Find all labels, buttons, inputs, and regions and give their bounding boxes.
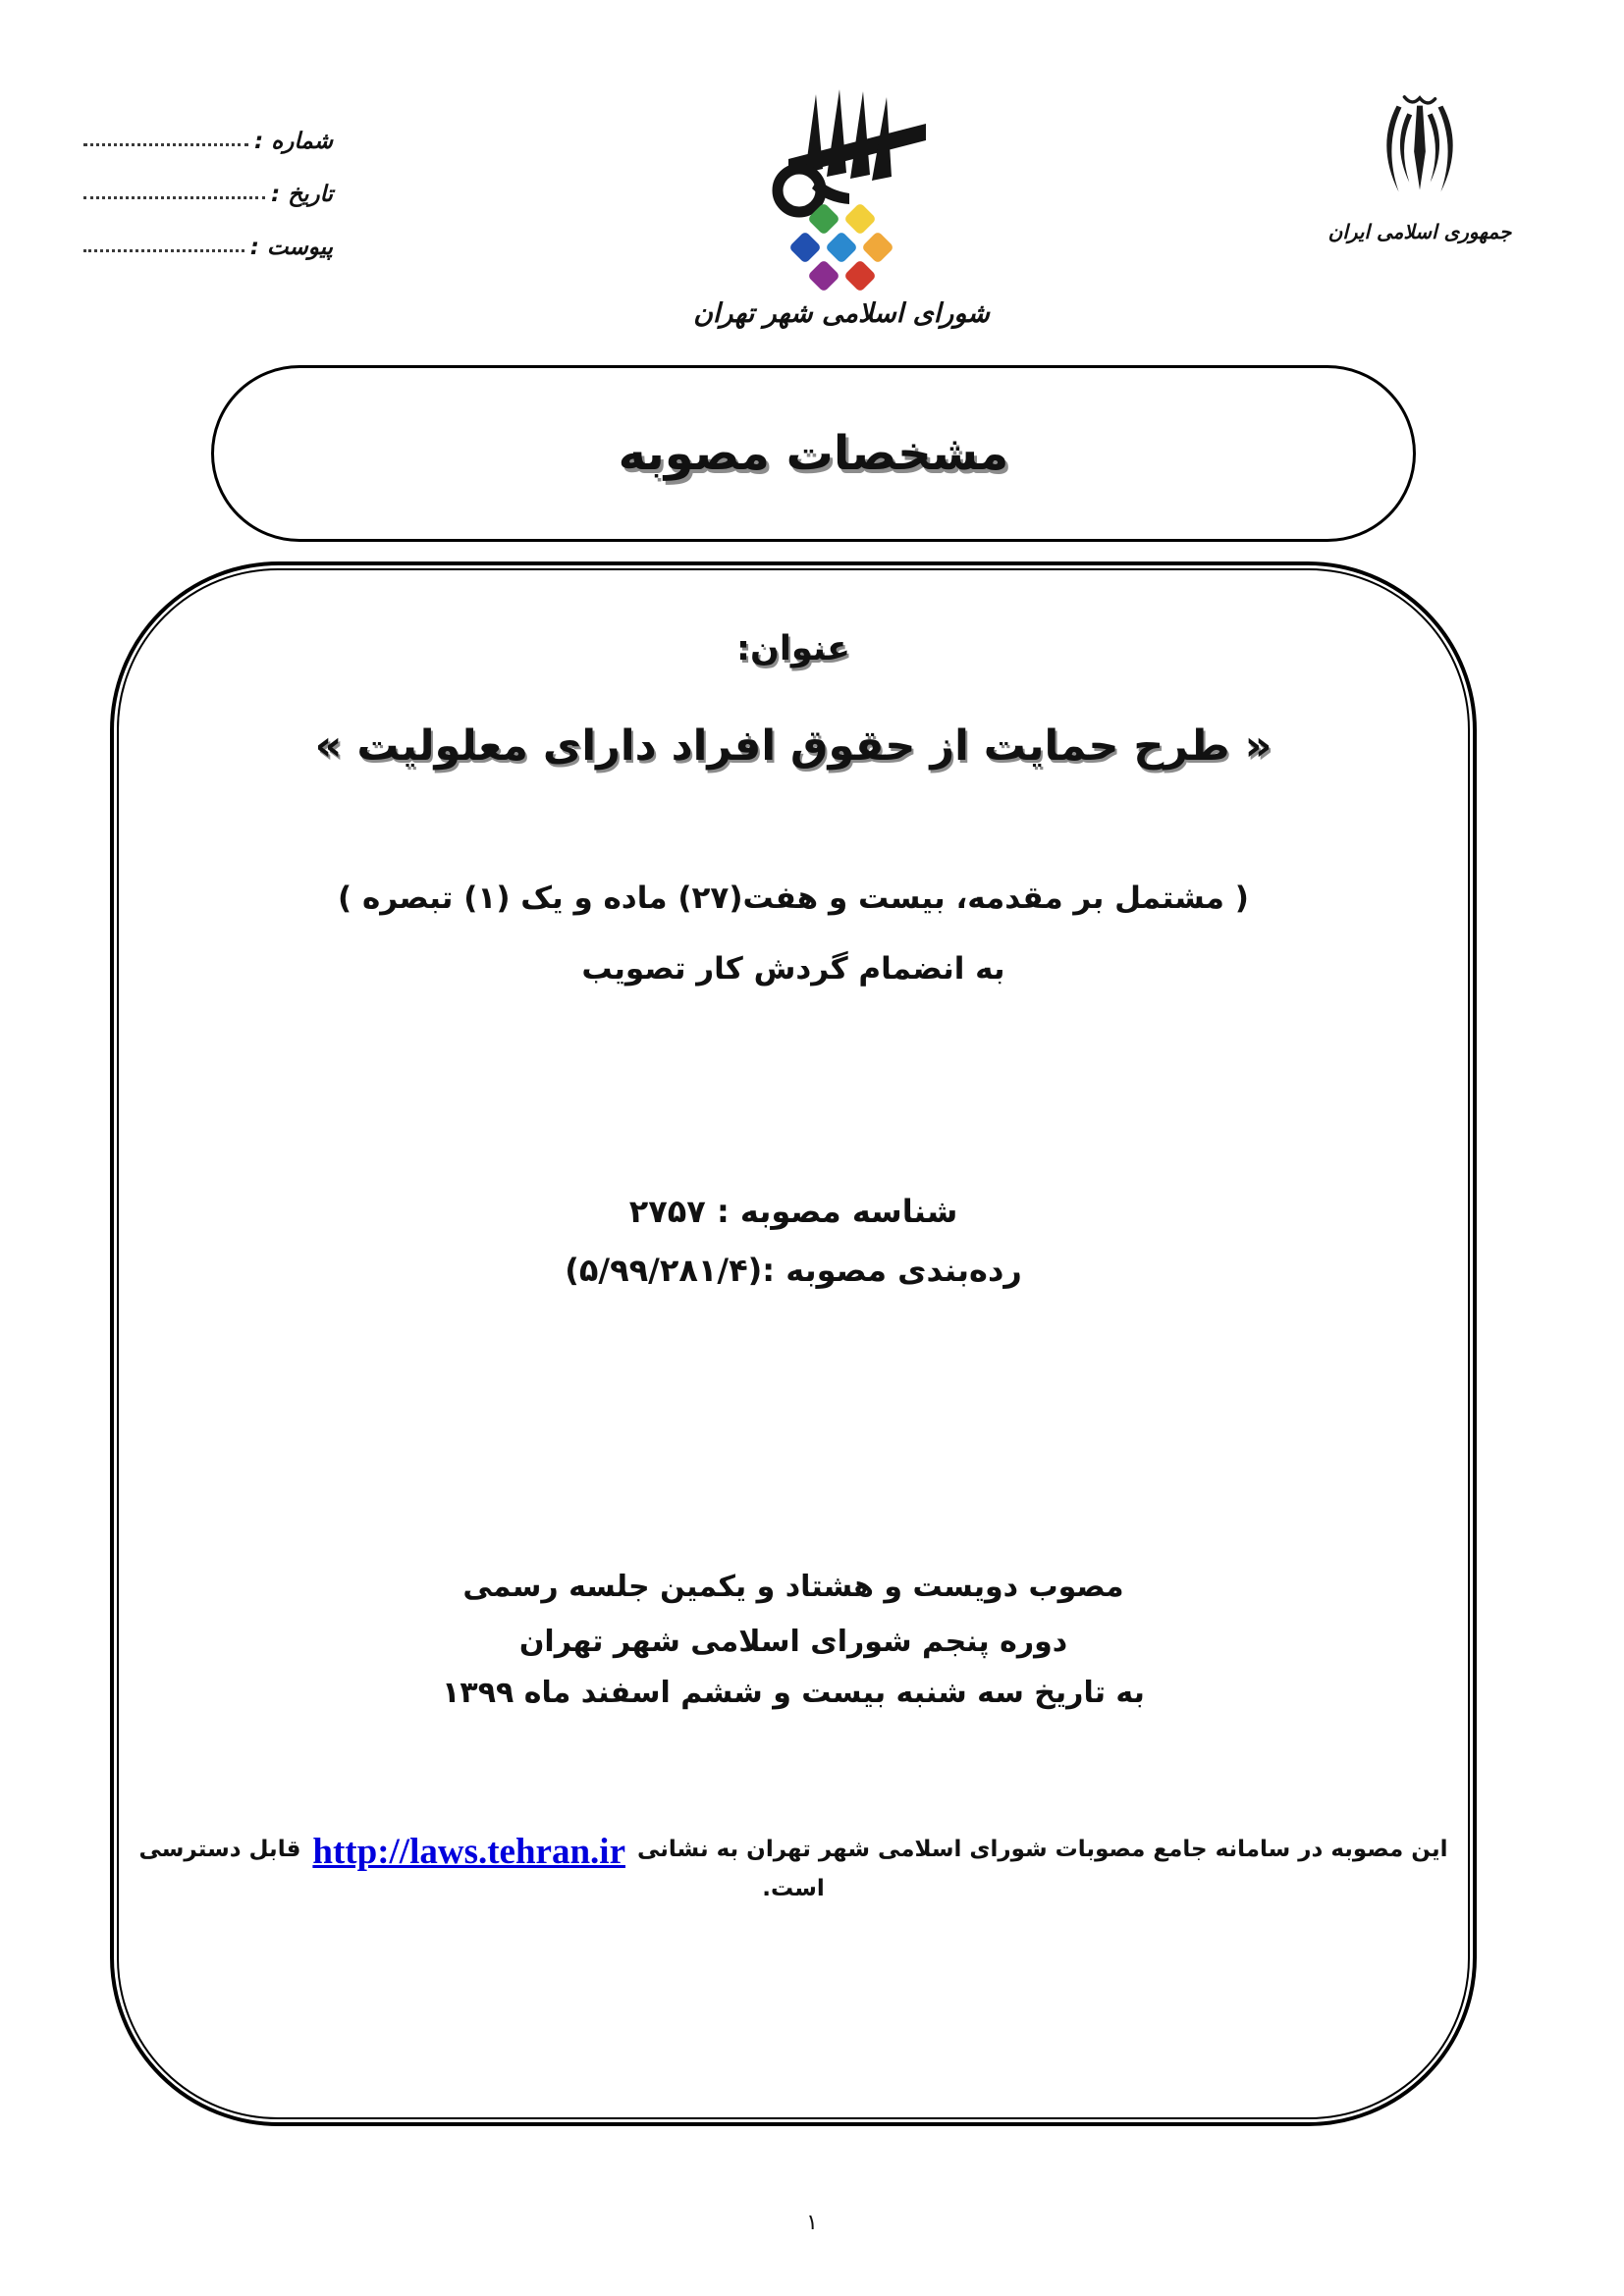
main-box bbox=[110, 561, 1477, 2126]
field-attachment-label: پیوست : bbox=[249, 235, 333, 260]
session-line-3: به تاریخ سه شنبه بیست و ششم اسفند ماه ۱۳۹۹ bbox=[442, 1676, 1145, 1710]
field-number bbox=[83, 102, 333, 155]
council-logo bbox=[677, 88, 1005, 329]
page-number: ۱ bbox=[806, 2211, 818, 2235]
laws-portal-link[interactable]: http://laws.tehran.ir bbox=[312, 1832, 625, 1872]
dotted-line bbox=[83, 196, 265, 199]
attachment-line: به انضمام گردش کار تصویب bbox=[581, 951, 1005, 987]
title-label: عنوان: bbox=[735, 629, 850, 668]
document-title: « طرح حمایت از حقوق افراد دارای معلولیت » bbox=[314, 721, 1272, 771]
session-line-2: دوره پنجم شورای اسلامی شهر تهران bbox=[518, 1625, 1068, 1659]
composition-line: ( مشتمل بر مقدمه، بیست و هفت(۲۷) ماده و یک (۱) تبصره ) bbox=[338, 881, 1249, 916]
iran-emblem bbox=[1316, 88, 1524, 243]
session-line-1: مصوب دویست و هشتاد و یکمین جلسه رسمی bbox=[462, 1570, 1124, 1604]
field-date-label: تاریخ : bbox=[271, 182, 333, 207]
iran-emblem-caption: جمهوری اسلامی ایران bbox=[1327, 220, 1512, 243]
field-attachment bbox=[83, 208, 333, 261]
access-note-suffix: قابل دسترسی است. bbox=[138, 1837, 825, 1902]
letterhead-fields bbox=[83, 102, 333, 261]
iran-emblem-icon bbox=[1362, 88, 1478, 208]
council-logo-caption: شورای اسلامی شهر تهران bbox=[693, 298, 990, 329]
access-note bbox=[114, 1830, 1473, 1903]
resolution-id-line: شناسه مصوبه : ۲۷۵۷ bbox=[628, 1193, 958, 1230]
field-date bbox=[83, 155, 333, 208]
spec-box bbox=[211, 365, 1416, 542]
dotted-line bbox=[83, 249, 244, 252]
dotted-line bbox=[83, 143, 248, 146]
resolution-classification-line: رده‌بندی مصوبه :(۵/۹۹/۲۸۱/۴) bbox=[565, 1252, 1022, 1289]
spec-box-title: مشخصات مصوبه bbox=[618, 426, 1009, 481]
access-note-prefix: این مصوبه در سامانه جامع مصوبات شورای اسلامی شهر تهران به نشانی bbox=[637, 1837, 1448, 1862]
field-number-label: شماره : bbox=[254, 129, 333, 154]
